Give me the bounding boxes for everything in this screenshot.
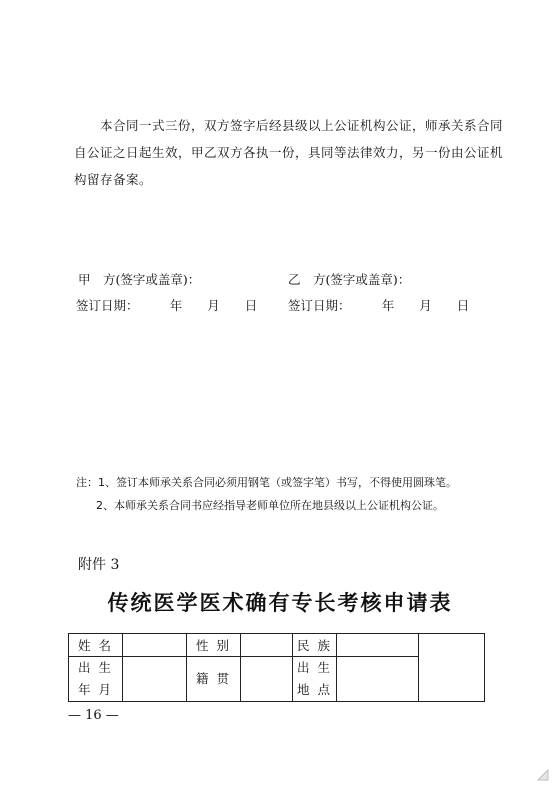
birthplace-label-cell <box>293 657 337 702</box>
native-place-value-cell[interactable] <box>241 657 293 702</box>
birthplace-value-cell[interactable] <box>337 657 419 702</box>
contract-paragraph: 本合同一式三份，双方签字后经县级以上公证机构公证，师承关系合同自公证之日起生效，甲乙双方各执一份，具同等法律效力，另一份由公证机构留存备案。 <box>74 118 504 187</box>
birthplace-label-line1: 出 生 <box>297 660 332 675</box>
page-corner-arrow-icon <box>536 768 550 782</box>
page-number: — 16 — <box>68 708 119 723</box>
party-a-date-label: 签订日期： 年 月 日 <box>76 298 258 313</box>
birthplace-label-line2: 地 点 <box>297 682 332 697</box>
photo-cell <box>419 634 485 702</box>
birth-date-label-line1: 出 生 <box>78 660 113 675</box>
note-2: 2、本师承关系合同书应经指导老师单位所在地县级以上公证机构公证。 <box>96 499 444 512</box>
note-1: 注：1、签订本师承关系合同必须用钢笔（或签字笔）书写，不得使用圆珠笔。 <box>76 476 457 489</box>
birth-date-value-cell[interactable] <box>123 657 187 702</box>
gender-label-cell: 性 别 <box>187 634 241 657</box>
ethnicity-label-cell: 民 族 <box>293 634 337 657</box>
name-label-cell: 姓 名 <box>69 634 123 657</box>
party-b-date-label: 签订日期： 年 月 日 <box>288 298 470 313</box>
native-place-label-cell: 籍 贯 <box>187 657 241 702</box>
party-a-signature-label: 甲 方(签字或盖章)： <box>78 272 201 287</box>
form-title: 传统医学医术确有专长考核申请表 <box>107 591 453 615</box>
application-form-table <box>68 633 485 702</box>
attachment-label: 附件 3 <box>78 557 120 573</box>
party-b-signature-label: 乙 方(签字或盖章)： <box>288 272 411 287</box>
birth-date-label-line2: 年 月 <box>78 682 113 697</box>
birth-date-label-cell <box>69 657 123 702</box>
name-value-cell[interactable] <box>123 634 187 657</box>
ethnicity-value-cell[interactable] <box>337 634 419 657</box>
gender-value-cell[interactable] <box>241 634 293 657</box>
